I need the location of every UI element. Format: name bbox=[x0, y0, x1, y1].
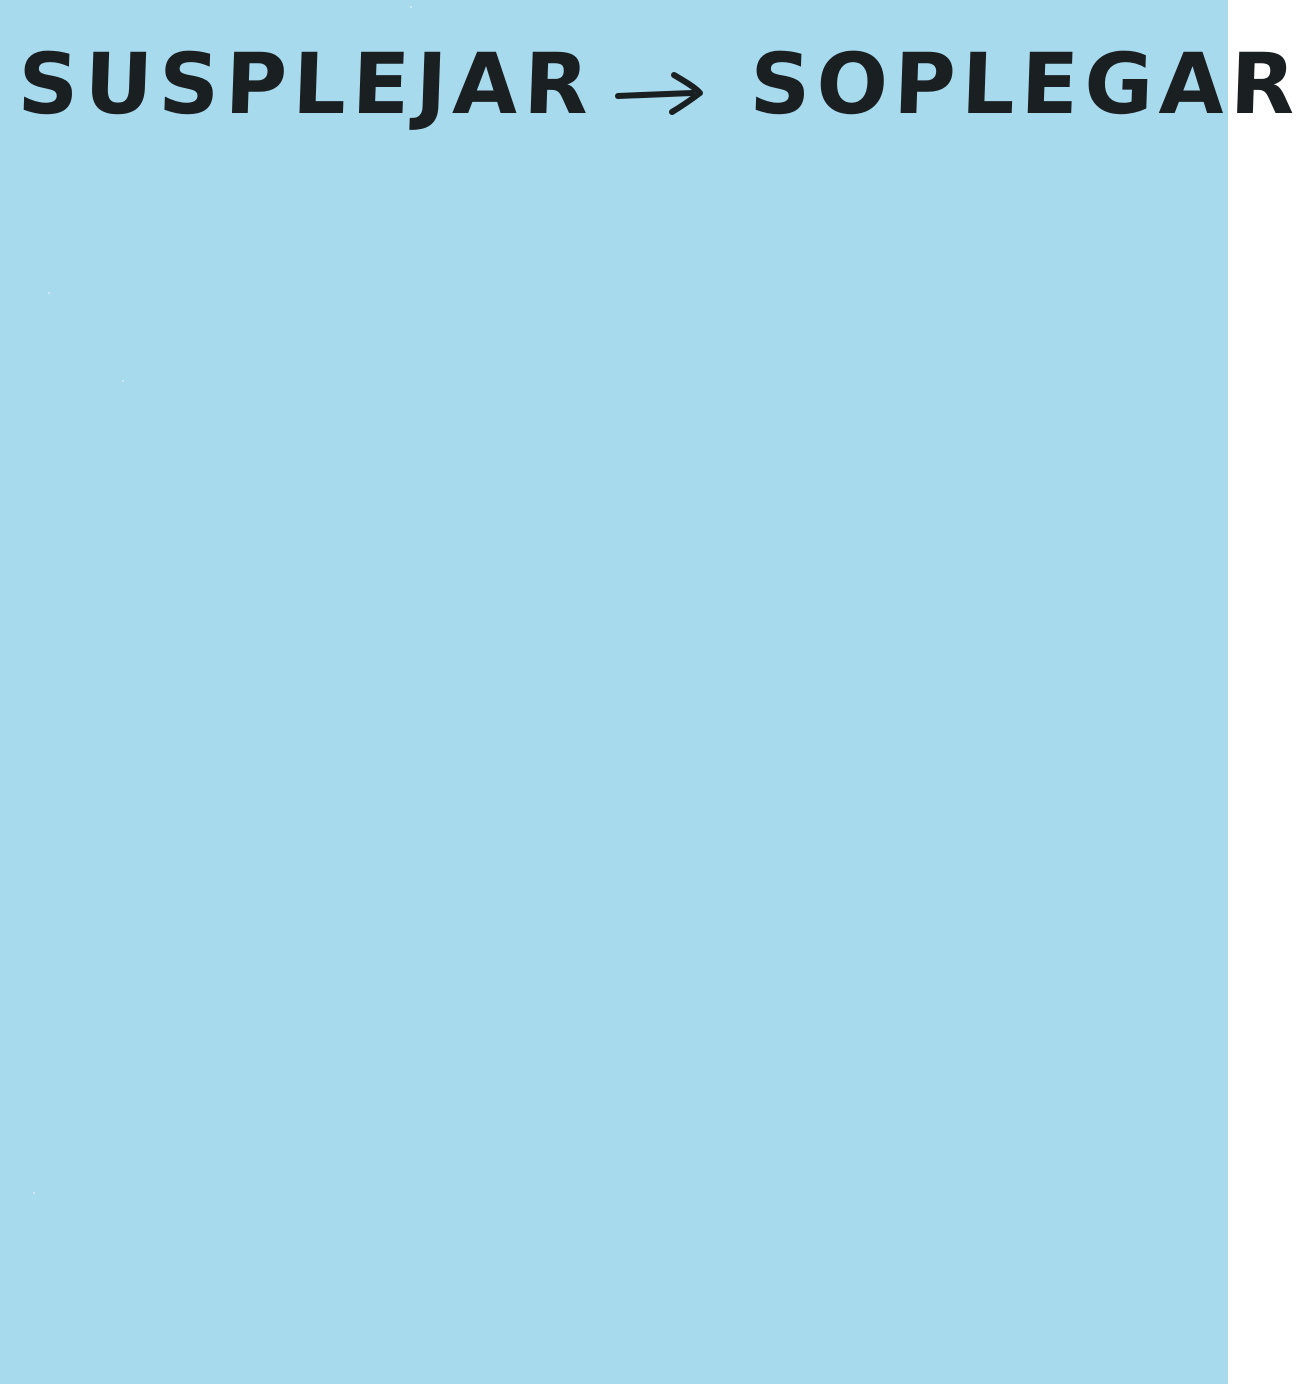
target-word: SOPLEGAR bbox=[748, 35, 1303, 133]
right-arrow-icon bbox=[614, 68, 706, 118]
paper-speck bbox=[33, 1192, 35, 1194]
source-word: SUSPLEJAR bbox=[16, 35, 597, 133]
paper-speck bbox=[48, 292, 50, 294]
paper-speck bbox=[122, 380, 124, 382]
handwritten-line bbox=[16, 35, 1303, 170]
paper-speck bbox=[410, 6, 412, 8]
